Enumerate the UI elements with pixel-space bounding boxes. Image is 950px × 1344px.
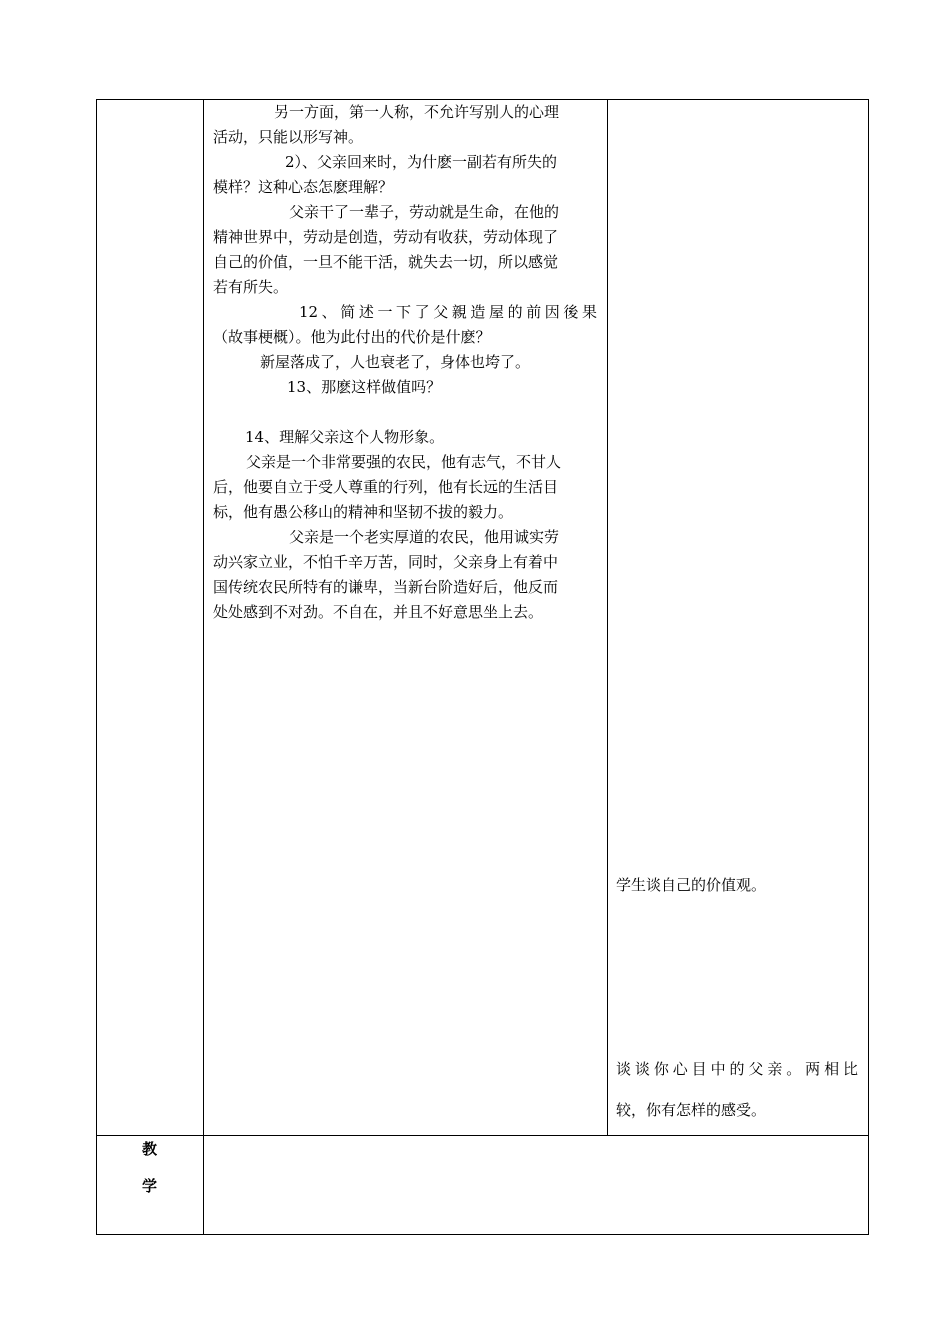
answer-line: 国传统农民所特有的谦卑，当新台阶造好后，他反而: [213, 578, 559, 596]
answer-line: 处处感到不对劲。不自在，并且不好意思坐上去。: [213, 603, 544, 621]
question-line: 14、理解父亲这个人物形象。: [245, 428, 445, 446]
question-line: （故事梗概）。他为此付出的代价是什麽？: [213, 328, 491, 346]
paragraph-line: 活动，只能以形写神。: [213, 128, 364, 146]
row-label-char: 学: [142, 1177, 158, 1195]
student-note: 谈谈你心目中的父亲。两相比: [616, 1060, 858, 1078]
table-border-bottom: [96, 1234, 869, 1235]
answer-line: 父亲是一个老实厚道的农民，他用诚实劳: [289, 528, 560, 546]
answer-line: 父亲干了一辈子，劳动就是生命，在他的: [289, 203, 560, 221]
answer-line: 精神世界中，劳动是创造，劳动有收获，劳动体现了: [213, 228, 559, 246]
answer-line: 后，他要自立于受人尊重的行列，他有长远的生活目: [213, 478, 559, 496]
answer-line: 若有所失。: [213, 278, 289, 296]
column-divider-1: [203, 99, 204, 1235]
question-line: 模样？这种心态怎麽理解？: [213, 178, 394, 196]
row-divider: [96, 1135, 869, 1136]
answer-line: 动兴家立业，不怕千辛万苦，同时，父亲身上有着中: [213, 553, 559, 571]
question-line: 2）、父亲回来时，为什麽一副若有所失的: [285, 153, 558, 171]
student-note: 学生谈自己的价值观。: [616, 876, 767, 894]
column-divider-2: [607, 99, 608, 1136]
answer-line: 新屋落成了，人也衰老了，身体也垮了。: [260, 353, 531, 371]
answer-line: 父亲是一个非常要强的农民，他有志气，不甘人: [246, 453, 562, 471]
table-border-left: [96, 99, 97, 1235]
paragraph-line: 另一方面，第一人称，不允许写别人的心理: [274, 103, 560, 121]
row-label-char: 教: [142, 1140, 158, 1158]
question-line: 13、那麽这样做值吗？: [287, 378, 442, 396]
student-note: 较，你有怎样的感受。: [616, 1101, 767, 1119]
question-line: 12、简述一下了父親造屋的前因後果: [299, 303, 597, 321]
table-border-right: [868, 99, 869, 1235]
answer-line: 标，他有愚公移山的精神和坚韧不拔的毅力。: [213, 503, 514, 521]
answer-line: 自己的价值，一旦不能干活，就失去一切，所以感觉: [213, 253, 559, 271]
